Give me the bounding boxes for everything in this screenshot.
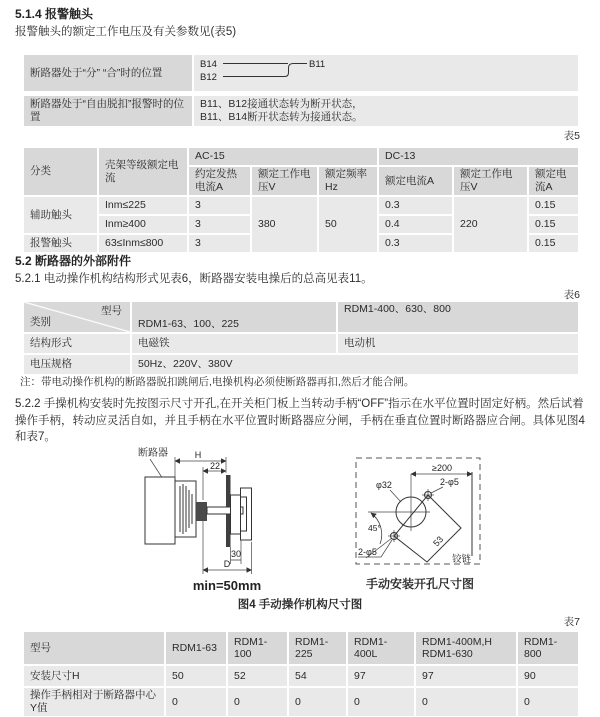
header-cell-ac15: AC-15 — [189, 148, 377, 165]
corner-label-category: 类别 — [30, 316, 51, 328]
min-distance-label: min=50mm — [192, 578, 262, 593]
motor-mechanism-table-6 — [22, 300, 580, 376]
phi32-leader — [390, 490, 401, 502]
cell-merged-220: 220 — [454, 197, 527, 252]
cell: 0 — [166, 688, 226, 716]
model-line2: RDM1-630 — [422, 648, 473, 660]
section-522-text: 5.2.2 手操机构安装时先按图示尺寸开孔,在开关柜门板上当转动手柄“OFF”指示在水平位置时固定好柄。然后试着操作手柄，转动应灵活自如，并且手柄在水平位置时断路器应分闸，手柄在垂直位置时断路器应合闸。具体见图4和表7。 — [15, 398, 585, 443]
cell: 报警触头 — [24, 235, 97, 252]
holes-tr-label: 2-φ5 — [440, 477, 459, 487]
cell: Inm≥400 — [99, 216, 187, 233]
dimension-200-label: ≥200 — [432, 463, 452, 473]
header-cell: 额定工作电压V — [252, 167, 317, 195]
hinge-label: 铰链 — [452, 554, 472, 565]
header-cell: RDM1-400、630、800 — [338, 302, 578, 332]
corner-label-model: 型号 — [101, 305, 122, 317]
section-52-title: 5.2 断路器的外部附件 — [15, 254, 132, 268]
dimension-22-label: 22 — [209, 461, 221, 471]
header-cell: 约定发热电流A — [189, 167, 250, 195]
header-cell: RDM1-100 — [228, 632, 287, 664]
dimension-53-label: 53 — [431, 534, 446, 549]
table-row — [24, 96, 578, 126]
header-cell-dc13: DC-13 — [379, 148, 578, 165]
header-cell: RDM1-225 — [289, 632, 346, 664]
alarm-row2-label: 断路器处于“自由脱扣”报警时的位置 — [24, 96, 192, 126]
angle-45-label: 45° — [368, 523, 381, 533]
ratings-table-5 — [22, 146, 580, 254]
section-514-title: 5.1.4 报警触头 — [15, 7, 94, 21]
table-row — [24, 55, 578, 91]
table-row — [24, 355, 578, 374]
cell: 97 — [348, 666, 414, 686]
table-row — [24, 148, 578, 165]
header-cell: RDM1-400L — [348, 632, 414, 664]
cell: 0.15 — [529, 235, 578, 252]
dimension-d-label: D — [223, 559, 231, 569]
table6-label: 表6 — [563, 289, 580, 301]
header-cell: 额定电流A — [379, 167, 452, 195]
cell: 54 — [289, 666, 346, 686]
cell: 0.3 — [379, 197, 452, 214]
header-cell: 型号 — [24, 632, 164, 664]
table5-label: 表5 — [563, 130, 580, 142]
header-cell: RDM1-63 — [166, 632, 226, 664]
cell: 辅助触头 — [24, 197, 97, 233]
header-cell: 额定工作电压V — [454, 167, 527, 195]
drill-figure-caption: 手动安装开孔尺寸图 — [365, 577, 474, 591]
cell: 0 — [518, 688, 578, 716]
table-row — [24, 632, 578, 664]
dimension-h-label: H — [194, 450, 202, 460]
cell: 3 — [189, 216, 250, 233]
terminal-b14-label: B14 — [200, 59, 217, 70]
cell-merged-50: 50 — [319, 197, 377, 252]
cell: 52 — [228, 666, 287, 686]
section-514-intro: 报警触头的额定工作电压及有关参数见(表5) — [15, 26, 237, 38]
header-cell: 额定频率Hz — [319, 167, 377, 195]
cell: 0 — [416, 688, 516, 716]
header-cell: 壳架等级额定电流 — [99, 148, 187, 195]
header-cell-two-line — [416, 632, 516, 664]
cell: 电动机 — [338, 334, 578, 353]
cell: 0 — [228, 688, 287, 716]
alarm-row1-label: 断路器处于“分” “合”时的位置 — [24, 55, 192, 91]
cell: 操作手柄相对于断路器中心Y值 — [24, 688, 164, 716]
dimension-30-label: 30 — [230, 549, 242, 559]
cell: 电磁铁 — [132, 334, 336, 353]
cell: 50Hz、220V、380V — [132, 355, 578, 374]
table-row — [24, 688, 578, 716]
cell: 90 — [518, 666, 578, 686]
manual-mechanism-figure — [136, 446, 314, 596]
holes-bl-label: 2-φ5 — [358, 547, 377, 557]
alarm-row2-text-cell — [194, 96, 578, 126]
corner-header-cell — [24, 302, 130, 332]
phi32-label: φ32 — [376, 480, 392, 490]
cell: 50 — [166, 666, 226, 686]
breaker-body — [145, 477, 175, 544]
table-row — [24, 666, 578, 686]
cell: 0.4 — [379, 216, 452, 233]
cell: 97 — [416, 666, 516, 686]
alarm-state-line2: B11、B14断开状态转为接通状态。 — [200, 111, 363, 123]
cell: Inm≤225 — [99, 197, 187, 214]
cell: 3 — [189, 197, 250, 214]
header-cell: RDM1-800 — [518, 632, 578, 664]
cell: 结构形式 — [24, 334, 130, 353]
table6-note: 注：带电动操作机构的断路器脱扣跳闸后,电操机构必须使断路器再扣,然后才能合闸。 — [20, 376, 415, 388]
rotated-square — [394, 495, 461, 562]
switch-blade — [278, 64, 293, 77]
terminal-b12-label: B12 — [200, 72, 217, 83]
cell: 0.15 — [529, 216, 578, 233]
cell: 0 — [348, 688, 414, 716]
table-row — [24, 302, 578, 332]
cell-merged-380: 380 — [252, 197, 317, 252]
section-521-text: 5.2.1 电动操作机构结构形式见表6，断路器安装电操后的总高见表11。 — [15, 273, 373, 285]
holes-tr-leader — [431, 487, 443, 493]
table7-label: 表7 — [563, 616, 580, 628]
cell: 0.15 — [529, 197, 578, 214]
figure4-caption: 图4 手动操作机构尺寸图 — [237, 599, 363, 611]
cell: 3 — [189, 235, 250, 252]
shaft-hub — [196, 502, 207, 521]
cell: 电压规格 — [24, 355, 130, 374]
model-line1: RDM1-400M,H — [422, 636, 493, 648]
header-cell: 额定电流A — [529, 167, 578, 195]
handle-plate — [231, 495, 241, 534]
breaker-label: 断路器 — [138, 448, 168, 459]
cell: 0.3 — [379, 235, 452, 252]
mounting-dimensions-table-7 — [22, 630, 580, 717]
cell: 63≤Inm≤800 — [99, 235, 187, 252]
contact-diagram — [200, 56, 350, 86]
alarm-state-line1: B11、B12接通状态转为断开状态， — [200, 98, 363, 110]
cell: 0 — [289, 688, 346, 716]
alarm-row1-diagram-cell — [194, 55, 578, 91]
table-row — [24, 197, 578, 214]
table-row — [24, 334, 578, 353]
drill-hole-figure — [350, 452, 490, 574]
cell: 安装尺寸H — [24, 666, 164, 686]
header-cell: RDM1-63、100、225 — [132, 302, 336, 332]
terminal-b11-label: B11 — [309, 59, 326, 70]
header-cell: 分类 — [24, 148, 97, 195]
alarm-position-table — [22, 50, 580, 131]
